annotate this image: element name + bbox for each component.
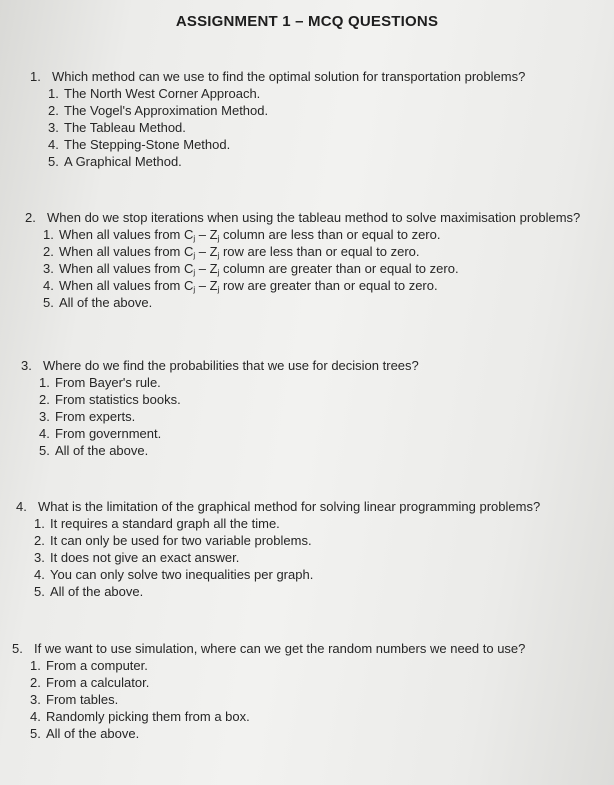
option-number: 5. (43, 295, 54, 310)
option-item (39, 374, 603, 391)
option-item (34, 566, 614, 583)
option-text: Randomly picking them from a box. (46, 709, 250, 724)
option-number: 1. (48, 86, 59, 101)
option-number: 3. (30, 692, 41, 707)
option-item (34, 515, 614, 532)
option-item (30, 657, 614, 674)
option-text: From statistics books. (55, 392, 181, 407)
option-text: The Vogel's Approximation Method. (64, 103, 269, 118)
option-text: You can only solve two inequalities per graph. (50, 567, 314, 582)
option-list (21, 374, 603, 459)
option-text: The North West Corner Approach. (64, 86, 261, 101)
option-number: 1. (34, 516, 45, 531)
question-text: When do we stop iterations when using the tableau method to solve maximisation problems? (47, 210, 581, 225)
option-text: When all values from $C_j - Z_j$ row are greater than or equal to zero. (59, 278, 438, 294)
option-number: 4. (30, 709, 41, 724)
option-text: All of the above. (59, 295, 153, 310)
option-item (43, 294, 582, 311)
option-item (30, 725, 614, 742)
question-1 (30, 68, 612, 170)
option-text: All of the above. (50, 584, 144, 599)
option-item (48, 153, 612, 170)
question-5 (12, 640, 614, 742)
option-text: From a calculator. (46, 675, 150, 690)
option-text: All of the above. (46, 726, 140, 741)
option-item (30, 674, 614, 691)
option-item (39, 425, 603, 442)
option-text: When all values from $C_j - Z_j$ column are less than or equal to zero. (59, 227, 441, 243)
option-text: The Stepping-Stone Method. (64, 137, 231, 152)
option-number: 2. (43, 244, 54, 259)
option-number: 4. (43, 278, 54, 293)
option-number: 5. (30, 726, 41, 741)
option-number: 1. (43, 227, 54, 242)
option-item (30, 691, 614, 708)
question-number: 2. (25, 210, 36, 225)
option-number: 3. (39, 409, 50, 424)
option-number: 2. (34, 533, 45, 548)
option-item (34, 532, 614, 549)
option-item (43, 243, 582, 260)
option-text: From government. (55, 426, 162, 441)
option-list (25, 226, 582, 311)
option-number: 5. (48, 154, 59, 169)
option-text: From a computer. (46, 658, 148, 673)
question-text: Where do we find the probabilities that we use for decision trees? (43, 358, 419, 373)
question-3 (21, 357, 603, 459)
option-item (34, 549, 614, 566)
option-item (30, 708, 614, 725)
option-text: It does not give an exact answer. (50, 550, 240, 565)
option-number: 2. (39, 392, 50, 407)
question-number: 3. (21, 358, 32, 373)
option-number: 5. (34, 584, 45, 599)
option-item (48, 119, 612, 136)
option-item (39, 391, 603, 408)
option-item (34, 583, 614, 600)
question-text: Which method can we use to find the optimal solution for transportation problems? (52, 69, 526, 84)
option-text: When all values from $C_j - Z_j$ row are less than or equal to zero. (59, 244, 420, 260)
option-number: 4. (48, 137, 59, 152)
option-number: 1. (39, 375, 50, 390)
option-text: The Tableau Method. (64, 120, 186, 135)
question-text: If we want to use simulation, where can we get the random numbers we need to use? (34, 641, 526, 656)
option-list (12, 657, 614, 742)
option-item (39, 442, 603, 459)
option-number: 3. (48, 120, 59, 135)
option-number: 5. (39, 443, 50, 458)
option-number: 1. (30, 658, 41, 673)
option-text: When all values from $C_j - Z_j$ column are greater than or equal to zero. (59, 261, 459, 277)
question-number: 4. (16, 499, 27, 514)
option-text: From tables. (46, 692, 119, 707)
option-number: 4. (34, 567, 45, 582)
option-item (43, 277, 582, 294)
question-number: 5. (12, 641, 23, 656)
option-number: 2. (30, 675, 41, 690)
option-list (16, 515, 614, 600)
option-text: From Bayer's rule. (55, 375, 161, 390)
question-4 (16, 498, 614, 600)
option-text: It requires a standard graph all the time. (50, 516, 280, 531)
option-item (48, 102, 612, 119)
option-number: 3. (34, 550, 45, 565)
question-2 (25, 209, 582, 311)
option-list (30, 85, 612, 170)
option-item (48, 136, 612, 153)
document-title: ASSIGNMENT 1 – MCQ QUESTIONS (175, 13, 439, 30)
option-item (39, 408, 603, 425)
option-number: 3. (43, 261, 54, 276)
option-text: All of the above. (55, 443, 149, 458)
question-number: 1. (30, 69, 41, 84)
option-item (48, 85, 612, 102)
option-item (43, 226, 582, 243)
option-item (43, 260, 582, 277)
option-number: 4. (39, 426, 50, 441)
option-text: A Graphical Method. (64, 154, 182, 169)
question-text: What is the limitation of the graphical method for solving linear programming problems? (38, 499, 541, 514)
option-number: 2. (48, 103, 59, 118)
option-text: From experts. (55, 409, 136, 424)
option-text: It can only be used for two variable problems. (50, 533, 312, 548)
